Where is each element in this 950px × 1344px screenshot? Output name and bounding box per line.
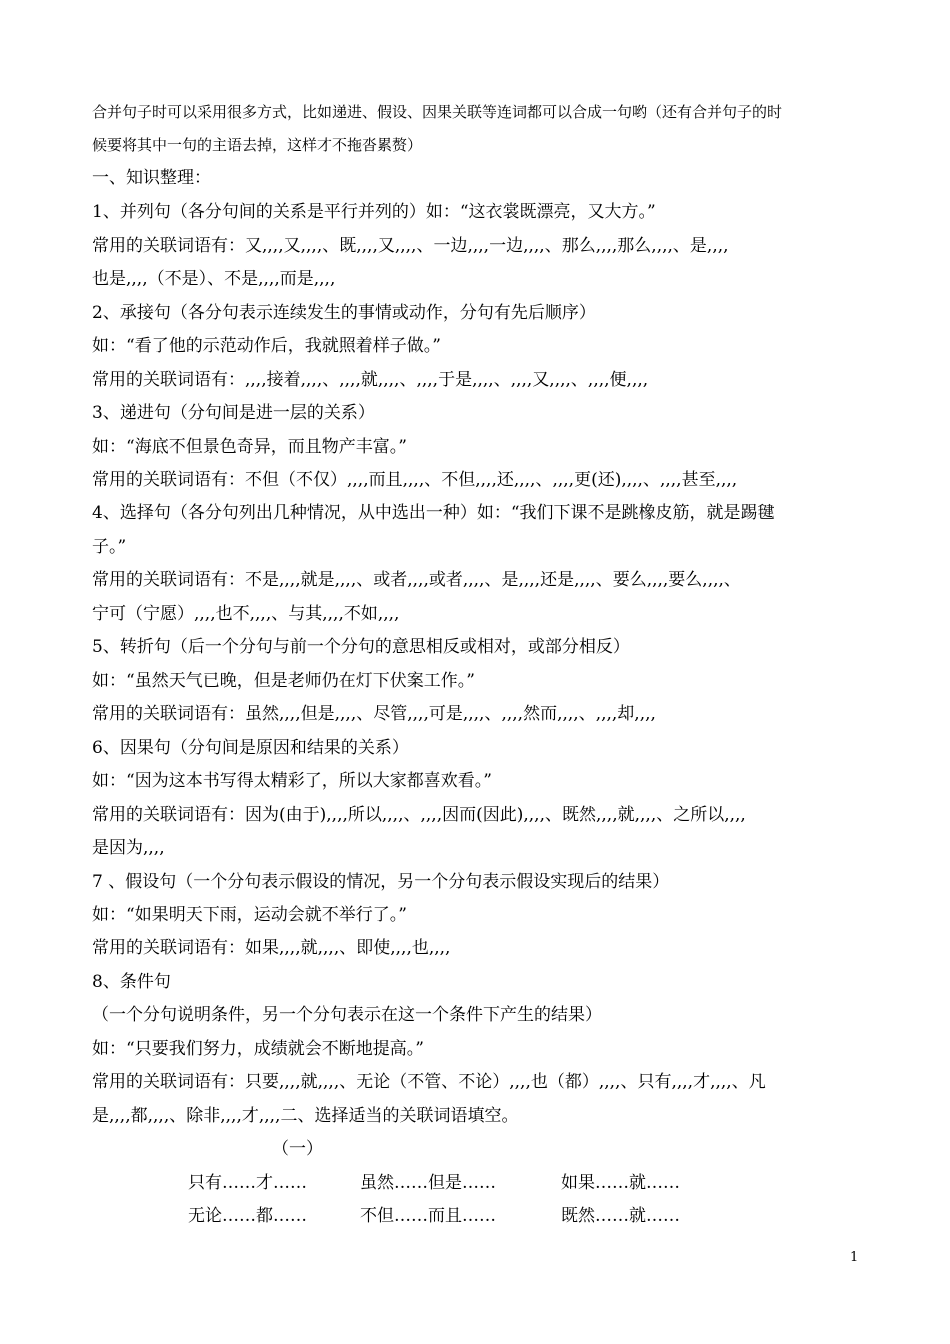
body-line: 常用的关联词语有：,,,,接着,,,,、,,,,就,,,,、,,,,于是,,,,、,,,,又,,,,、,,,,便,,,,	[92, 370, 649, 390]
body-line: 常用的关联词语有：不但（不仅）,,,,而且,,,,、不但,,,,还,,,,、,,,,更(还),,,,、,,,,甚至,,,,	[92, 470, 738, 490]
body-line: 如：“海底不但景色奇异，而且物产丰富。”	[92, 437, 407, 457]
word-option: 无论……都……	[188, 1206, 307, 1226]
body-line: 4、选择句（各分句列出几种情况，从中选出一种）如：“我们下课不是跳橡皮筋，就是踢毽	[92, 503, 775, 523]
word-option: 如果……就……	[561, 1173, 680, 1193]
body-line: 常用的关联词语有：如果,,,,就,,,,、即使,,,,也,,,,	[92, 938, 451, 958]
body-line: 子。”	[92, 537, 127, 557]
section-title: 一、知识整理：	[92, 168, 211, 188]
body-line: 8、条件句	[92, 972, 171, 992]
body-line: 如：“如果明天下雨，运动会就不举行了。”	[92, 905, 407, 925]
body-line: 如：“因为这本书写得太精彩了，所以大家都喜欢看。”	[92, 771, 492, 791]
intro-line-1: 合并句子时可以采用很多方式，比如递进、假设、因果关联等连词都可以合成一句哟（还有合并句子的时	[92, 103, 783, 121]
body-line: 是因为,,,,	[92, 838, 165, 858]
word-option: 虽然……但是……	[360, 1173, 496, 1193]
body-line: 常用的关联词语有：又,,,,又,,,,、既,,,,又,,,,、一边,,,,一边,,,,、那么,,,,那么,,,,、是,,,,	[92, 236, 729, 256]
body-line: 5、转折句（后一个分句与前一个分句的意思相反或相对，或部分相反）	[92, 637, 630, 657]
word-option: 既然……就……	[561, 1206, 680, 1226]
word-option: 只有……才……	[188, 1173, 307, 1193]
body-line: 宁可（宁愿）,,,,也不,,,,、与其,,,,不如,,,,	[92, 604, 400, 624]
body-line: 如：“虽然天气已晚，但是老师仍在灯下伏案工作。”	[92, 671, 475, 691]
body-line: 6、因果句（分句间是原因和结果的关系）	[92, 738, 409, 758]
body-line: 是,,,,都,,,,、除非,,,,才,,,,二、选择适当的关联词语填空。	[92, 1106, 519, 1126]
body-line: 2、承接句（各分句表示连续发生的事情或动作，分句有先后顺序）	[92, 303, 596, 323]
body-line: 如：“只要我们努力，成绩就会不断地提高。”	[92, 1039, 424, 1059]
body-line: 常用的关联词语有：只要,,,,就,,,,、无论（不管、不论）,,,,也（都）,,,,、只有,,,,才,,,,、凡	[92, 1072, 766, 1092]
body-line: 常用的关联词语有：虽然,,,,但是,,,,、尽管,,,,可是,,,,、,,,,然而,,,,、,,,,却,,,,	[92, 704, 656, 724]
word-option: 不但……而且……	[360, 1206, 496, 1226]
body-line: 7 、假设句（一个分句表示假设的情况，另一个分句表示假设实现后的结果）	[92, 872, 670, 892]
body-line: 如：“看了他的示范动作后，我就照着样子做。”	[92, 336, 441, 356]
sub-title: （一）	[272, 1139, 323, 1159]
body-line: 1、并列句（各分句间的关系是平行并列的）如：“这衣裳既漂亮，又大方。”	[92, 202, 656, 222]
body-line: 常用的关联词语有：因为(由于),,,,所以,,,,、,,,,因而(因此),,,,、既然,,,,就,,,,、之所以,,,,	[92, 805, 746, 825]
body-line: 也是,,,,（不是）、不是,,,,而是,,,,	[92, 269, 336, 289]
body-line: 3、递进句（分句间是进一层的关系）	[92, 403, 375, 423]
body-line: （一个分句说明条件，另一个分句表示在这一个条件下产生的结果）	[92, 1005, 602, 1025]
body-line: 常用的关联词语有：不是,,,,就是,,,,、或者,,,,或者,,,,、是,,,,还是,,,,、要么,,,,要么,,,,、	[92, 570, 741, 590]
page-number: 1	[850, 1250, 859, 1265]
intro-line-2: 候要将其中一句的主语去掉，这样才不拖沓累赘）	[92, 136, 423, 154]
